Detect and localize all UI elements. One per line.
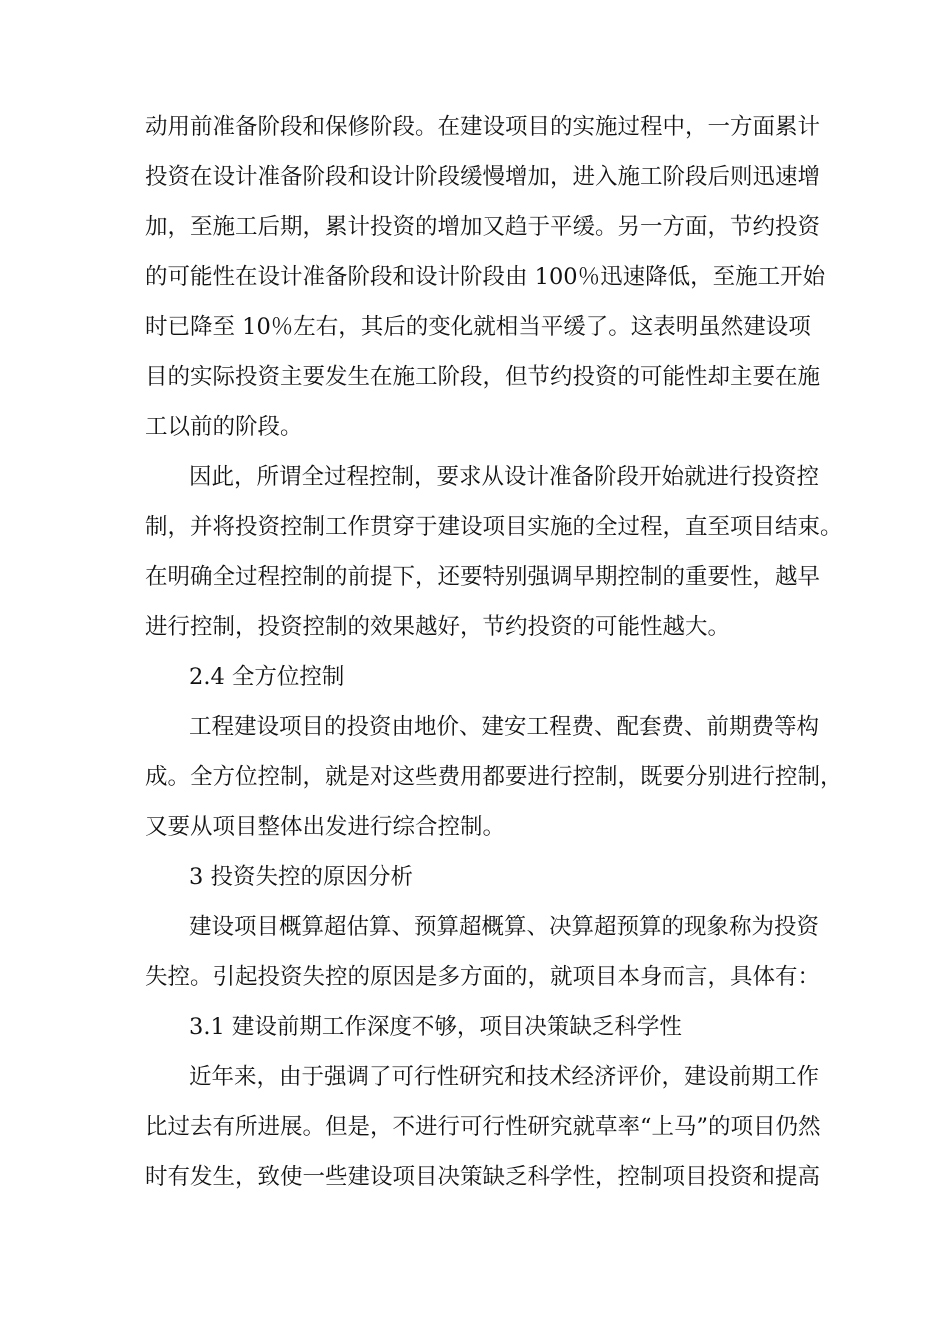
text-line: 在明确全过程控制的前提下，还要特别强调早期控制的重要性，越早 bbox=[145, 564, 821, 590]
paragraph-start: 建设项目概算超估算、预算超概算、决算超预算的现象称为投资 bbox=[189, 914, 820, 940]
text-line: 动用前准备阶段和保修阶段。在建设项目的实施过程中，一方面累计 bbox=[145, 114, 821, 140]
text-line: 时已降至 10％左右，其后的变化就相当平缓了。这表明虽然建设项 bbox=[145, 314, 811, 340]
text-line: 比过去有所进展。但是，不进行可行性研究就草率“上马”的项目仍然 bbox=[145, 1114, 821, 1140]
text-line: 加，至施工后期，累计投资的增加又趋于平缓。另一方面，节约投资 bbox=[145, 214, 821, 240]
text-line: 工以前的阶段。 bbox=[145, 414, 303, 440]
paragraph-start: 因此，所谓全过程控制，要求从设计准备阶段开始就进行投资控 bbox=[189, 464, 820, 490]
text-line: 进行控制，投资控制的效果越好，节约投资的可能性越大。 bbox=[145, 614, 731, 640]
text-line: 目的实际投资主要发生在施工阶段，但节约投资的可能性却主要在施 bbox=[145, 364, 821, 390]
text-line: 又要从项目整体出发进行综合控制。 bbox=[145, 814, 506, 840]
paragraph-start: 工程建设项目的投资由地价、建安工程费、配套费、前期费等构 bbox=[189, 714, 820, 740]
text-line: 时有发生，致使一些建设项目决策缺乏科学性，控制项目投资和提高 bbox=[145, 1164, 821, 1190]
section-heading: 3 投资失控的原因分析 bbox=[189, 864, 413, 890]
text-line: 成。全方位控制，就是对这些费用都要进行控制，既要分别进行控制， bbox=[145, 764, 843, 790]
text-line: 失控。引起投资失控的原因是多方面的，就项目本身而言，具体有： bbox=[145, 964, 821, 990]
paragraph-start: 近年来，由于强调了可行性研究和技术经济评价，建设前期工作 bbox=[189, 1064, 820, 1090]
text-line: 投资在设计准备阶段和设计阶段缓慢增加，进入施工阶段后则迅速增 bbox=[145, 164, 821, 190]
section-heading: 3.1 建设前期工作深度不够，项目决策缺乏科学性 bbox=[189, 1014, 682, 1040]
section-heading: 2.4 全方位控制 bbox=[189, 664, 345, 690]
text-line: 的可能性在设计准备阶段和设计阶段由 100％迅速降低，至施工开始 bbox=[145, 264, 826, 290]
text-line: 制，并将投资控制工作贯穿于建设项目实施的全过程，直至项目结束。 bbox=[145, 514, 843, 540]
